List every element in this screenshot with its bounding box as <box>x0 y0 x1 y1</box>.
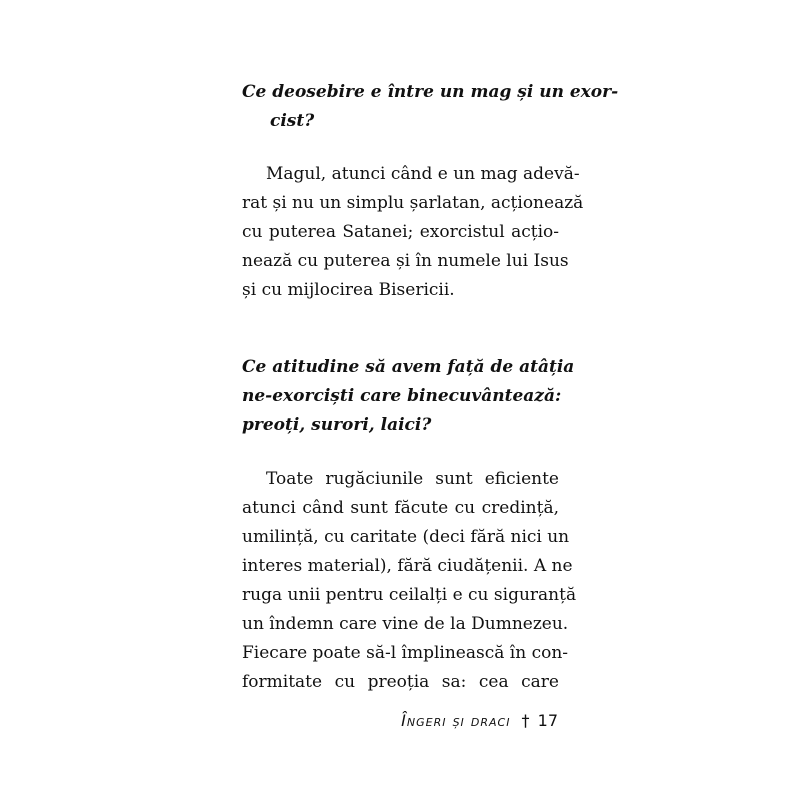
question-2-line: Ce atitudine să avem față de atâția <box>242 357 575 377</box>
running-title: Îngeri și draci <box>401 711 511 730</box>
answer-2-line: atunci când sunt făcute cu credință, <box>242 498 559 518</box>
answer-2-line: interes material), fără ciudățenii. A ne <box>242 556 573 576</box>
answer-2-line: umilință, cu caritate (deci fără nici un <box>242 527 570 547</box>
answer-1-line: cu puterea Satanei; exorcistul acțio- <box>242 222 559 242</box>
page-footer <box>401 711 558 730</box>
question-1-line: cist? <box>270 111 315 131</box>
answer-2-line: ruga unii pentru ceilalți e cu siguranță <box>242 585 577 605</box>
answer-1-line: nează cu puterea și în numele lui Isus <box>242 251 569 271</box>
question-2-line: preoți, surori, laici? <box>242 415 432 435</box>
answer-1 <box>242 160 584 305</box>
question-2-line: ne-exorciști care binecuvântează: <box>242 386 562 406</box>
question-1-line: Ce deosebire e între un mag și un exor- <box>242 82 619 102</box>
answer-1-line: Magul, atunci când e un mag adevă- <box>266 164 580 184</box>
answer-2-line: Toate rugăciunile sunt eficiente <box>266 469 559 489</box>
answer-2-line: formitate cu preoția sa: cea care <box>242 672 559 692</box>
question-2 <box>242 353 575 440</box>
answer-1-line: rat și nu un simplu șarlatan, acționează <box>242 193 584 213</box>
answer-2-line: un îndemn care vine de la Dumnezeu. <box>242 614 569 634</box>
dagger-icon: † <box>521 711 530 730</box>
page-number: 17 <box>537 711 558 730</box>
answer-2-line: Fiecare poate să-l împlinească în con- <box>242 643 569 663</box>
answer-1-line: și cu mijlocirea Bisericii. <box>242 280 455 300</box>
question-1 <box>242 78 619 136</box>
answer-2 <box>242 465 577 697</box>
